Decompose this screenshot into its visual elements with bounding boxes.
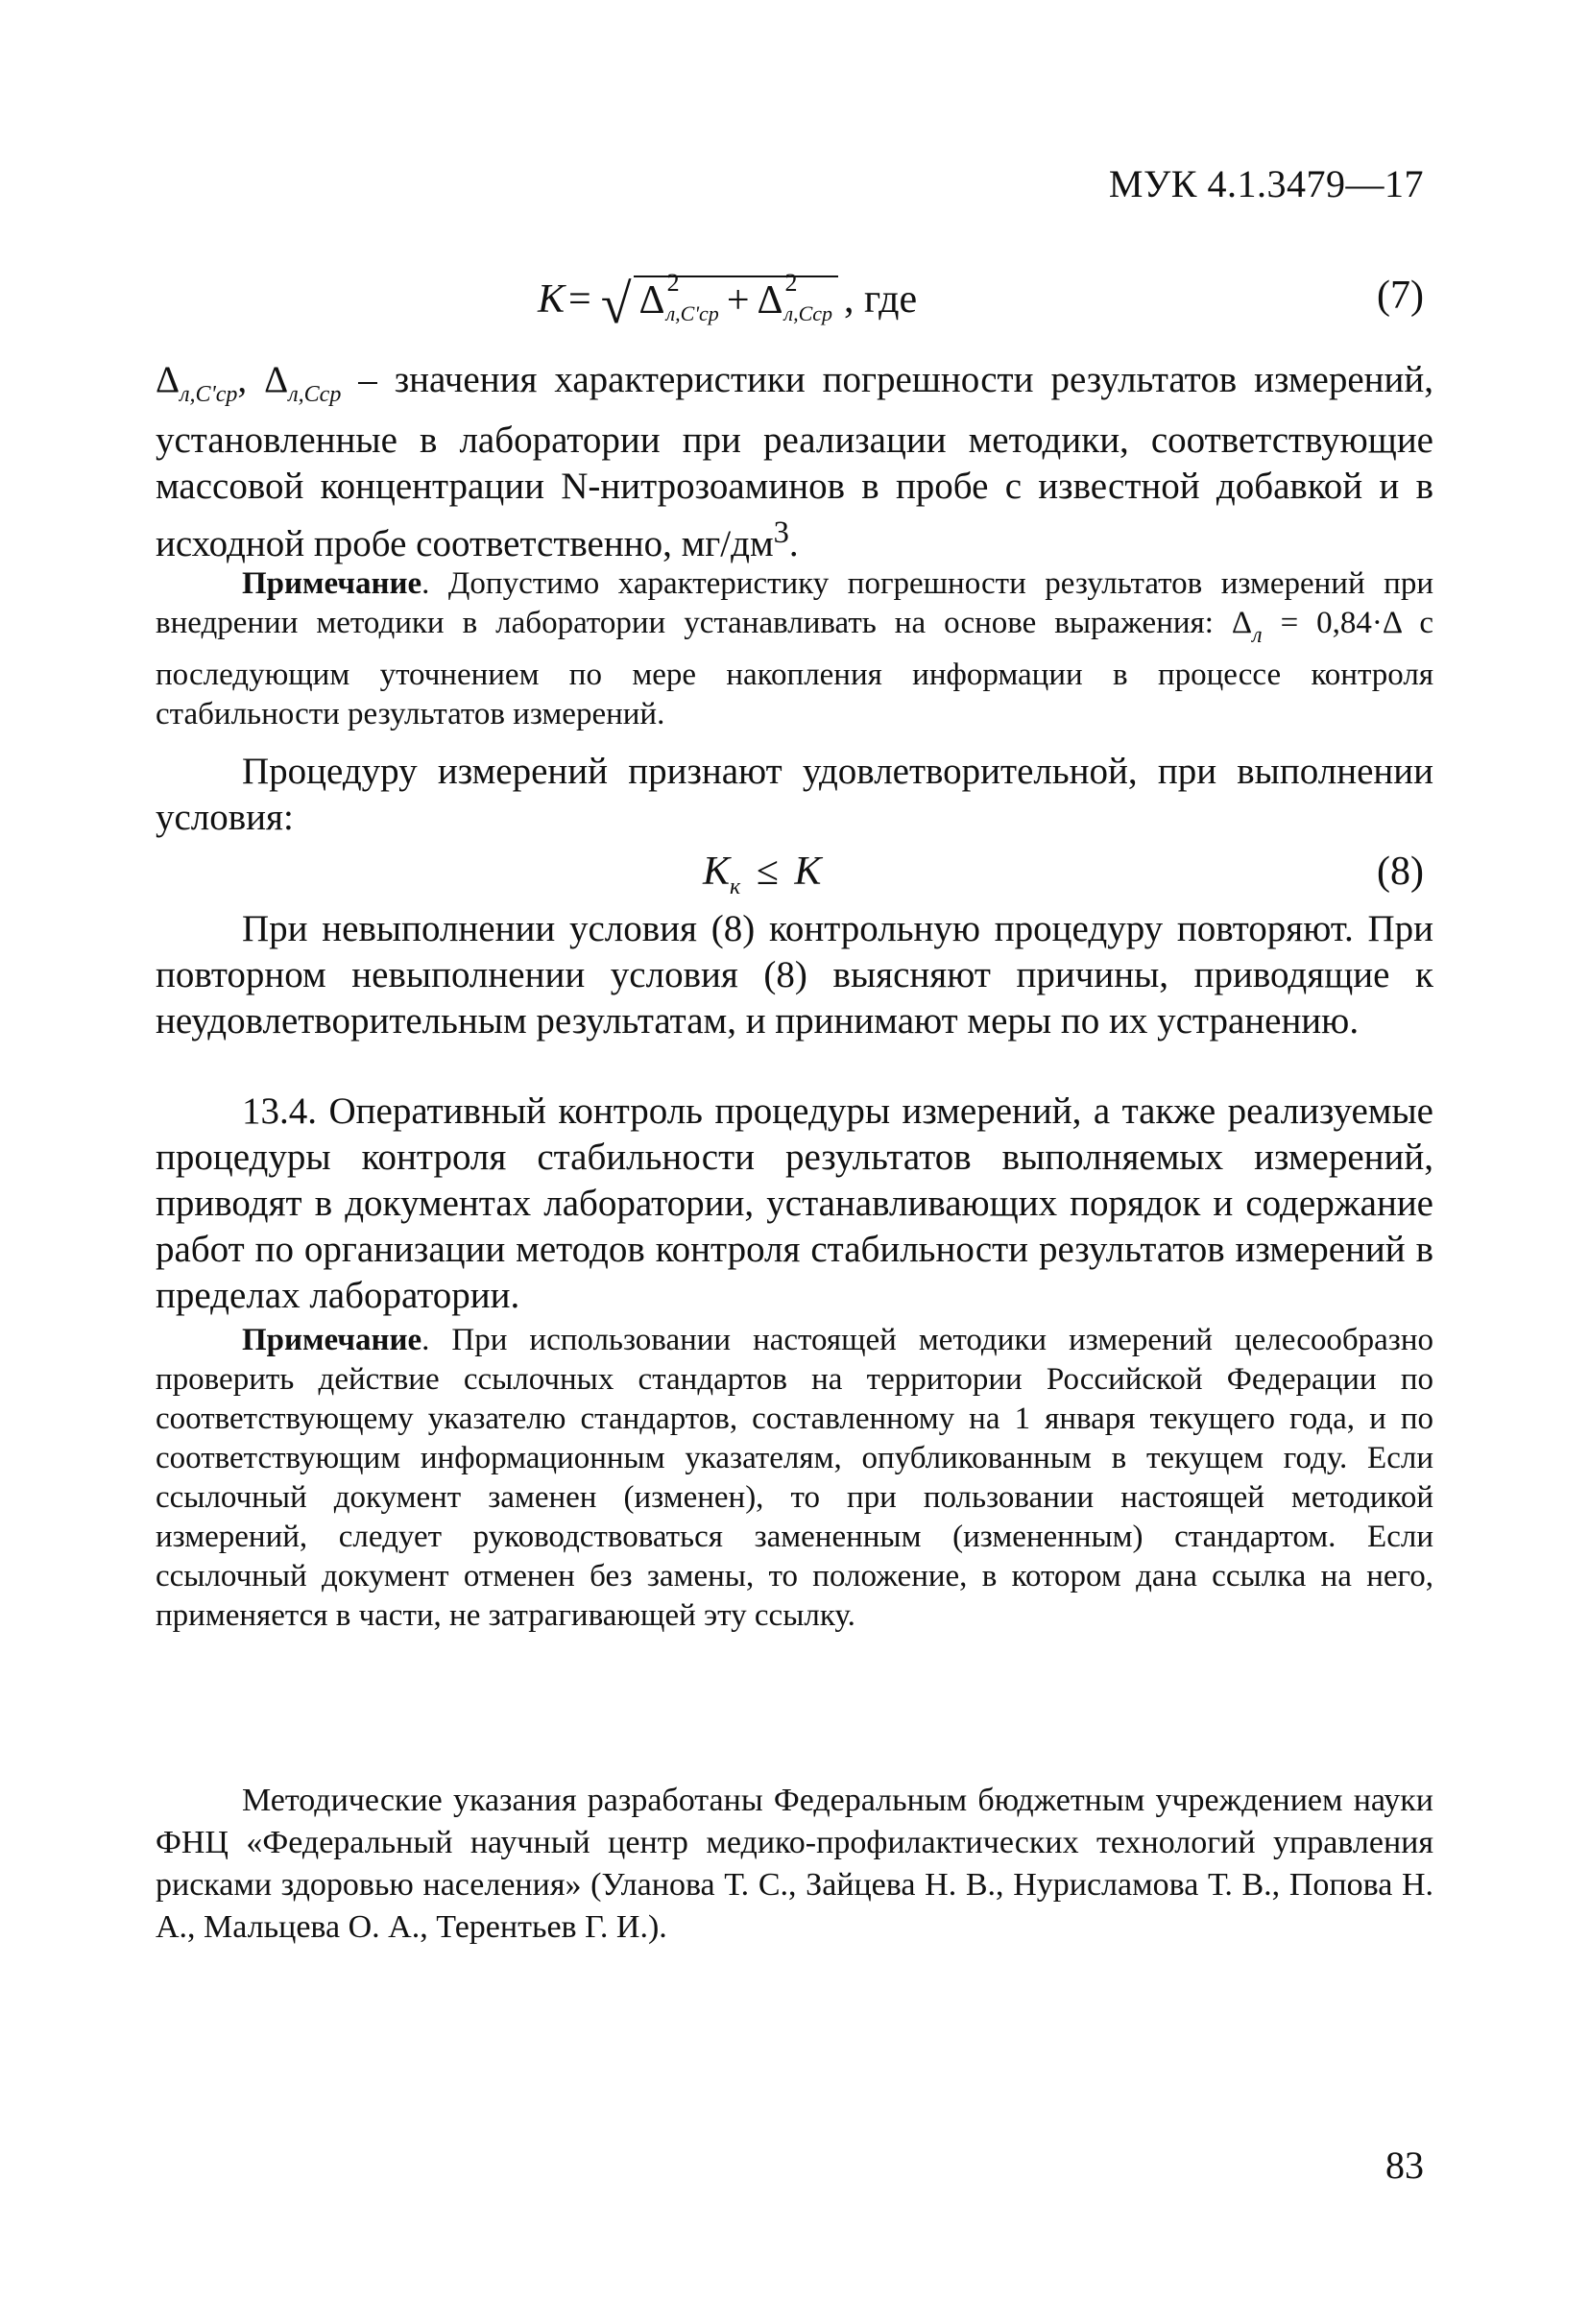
subscript-b: л,Cср [288,382,342,407]
comma: , [237,359,248,400]
superscript: 3 [773,515,789,550]
condition-lhs: K [703,850,731,894]
note-label: Примечание [242,566,422,601]
note-label: Примечание [242,1323,422,1357]
condition-rhs: K [794,850,822,894]
definition-paragraph [156,357,1433,567]
note-1 [156,564,1433,734]
formula-lhs: K [538,277,566,322]
formula-radicand [634,269,839,325]
note-text-b: = 0,84·Δ с последующим уточнением по мере накопления информации в процессе контроля стабильности результатов измерений. [156,606,1433,731]
definition-rest: измерений, установленные в лаборатории при реализации методики, соответствующие массовой концентрации N-нитрозоаминов в пробе с известной добавкой и в исходной пробе соответственно, мг/дм [156,359,1433,564]
note-2 [156,1321,1433,1636]
repeat-paragraph: При невыполнении условия (8) контрольную процедуру повторяют. При повторном невыполнении условия (8) выясняют причины, приводящие к неудовлетворительным результатам, и принимают меры по их устранению. [156,908,1433,1042]
condition-8 [703,849,821,900]
formula-term-b [757,269,833,325]
equation-number-8: (8) [1377,850,1424,894]
delta-symbol: Δ [264,359,289,400]
page-number: 83 [1385,2144,1424,2187]
sqrt-icon: √ [600,272,632,335]
condition-subscript: к [730,874,741,899]
plus-sign: + [726,278,750,323]
note-subscript: л [1252,623,1263,648]
subscript-a: л,C'ср [180,382,238,407]
definition-line1: – значения характеристики погрешности результатов [358,359,1238,400]
authors-paragraph: Методические указания разработаны Федеральным бюджетным учреждением науки ФНЦ «Федеральный научный центр медико-профилактических технологий управления рисками здоровью населения» (Уланова Т. С., Зайцева Н. В., Нурисламова Т. В., Попова Н. А., Мальцева О. А., Терентьев Г. И.). [156,1783,1433,1945]
formula-tail: , где [844,277,918,322]
document-code: МУК 4.1.3479—17 [1108,162,1424,205]
formula-7 [538,261,917,338]
section-13-4: 13.4. Оперативный контроль процедуры измерений, а также реализуемые процедуры контроля стабильности результатов выполняемых измерений, приводят в документах лаборатории, устанавливающих порядок и содержание работ по организации методов контроля стабильности результатов измерений в пределах лаборатории. [156,1090,1433,1316]
definition-end: . [788,523,799,564]
condition-operator: ≤ [756,850,779,894]
power: 2 [784,269,798,297]
delta-symbol: Δ [757,278,783,323]
subscript-b: л,Cср [783,301,833,325]
delta-symbol: Δ [156,359,181,400]
formula-equals: = [568,277,591,322]
subscript-a: л,C'ср [665,301,719,325]
delta-symbol: Δ [638,278,665,323]
definition-text [156,357,1433,567]
equation-number-7: (7) [1377,274,1424,318]
power: 2 [666,269,680,297]
formula-term-a [638,269,719,325]
note-text: . При использовании настоящей методики измерений целесообразно проверить действие ссылочных стандартов на территории Российской Федерации по соответствующему указателю стандартов, составленному на 1 января текущего года, и по соответствующим информационным указателям, опубликованным в текущем году. Если ссылочный документ заменен (изменен), то при пользовании настоящей методикой измерений, следует руководствоваться замененным (измененным) стандартом. Если ссылочный документ отменен без замены, то положение, в котором дана ссылка на него, применяется в части, не затрагивающей эту ссылку. [156,1323,1433,1633]
procedure-paragraph: Процедуру измерений признают удовлетворительной, при выполнении условия: [156,751,1433,838]
note-text-a: . Допустимо характеристику погрешности результатов измерений при внедрении методики в лаборатории устанавливать на основе выражения: Δ [156,566,1433,640]
